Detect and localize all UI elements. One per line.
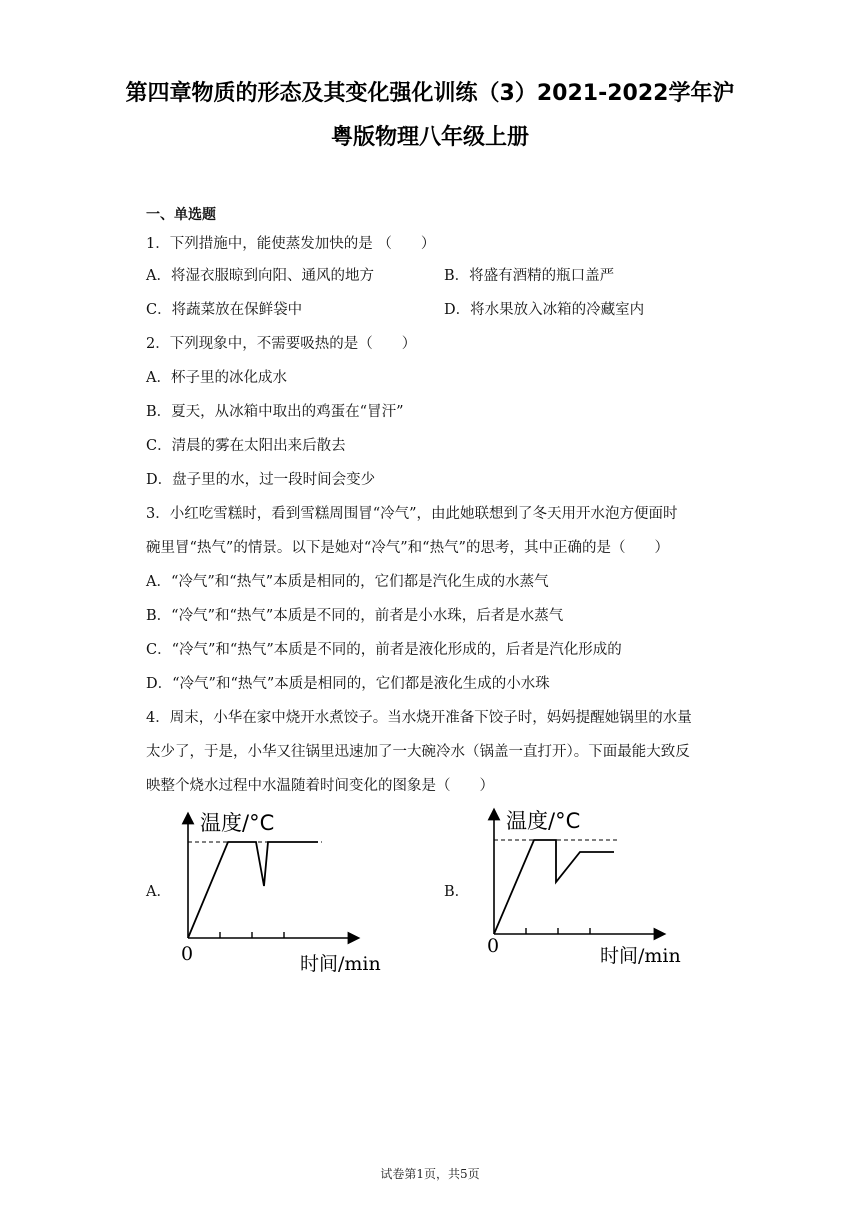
question-3-option-c[interactable]: C．“冷气”和“热气”本质是不同的，前者是液化形成的，后者是汽化形成的	[146, 642, 622, 658]
page-footer: 试卷第1页，共5页	[380, 1167, 480, 1181]
question-4-stem-line1: 4．周末，小华在家中烧开水煮饺子。当水烧开准备下饺子时，妈妈提醒她锅里的水量	[146, 710, 692, 726]
page-title-line1: 第四章物质的形态及其变化强化训练（3）2021-2022学年沪	[125, 81, 735, 106]
question-3-option-a[interactable]: A．“冷气”和“热气”本质是相同的，它们都是汽化生成的水蒸气	[146, 574, 549, 590]
question-2-option-d[interactable]: D．盘子里的水，过一段时间会变少	[146, 472, 376, 488]
question-2-stem: 2．下列现象中，不需要吸热的是（ ）	[146, 336, 417, 352]
x-axis-label: 时间/min	[600, 945, 681, 967]
question-4-option-a-letter[interactable]: A．	[146, 884, 171, 900]
x-axis-label: 时间/min	[300, 953, 381, 975]
page-title-line2: 粤版物理八年级上册	[330, 125, 529, 150]
question-4-option-a-graph[interactable]	[172, 806, 412, 976]
question-3-option-b[interactable]: B．“冷气”和“热气”本质是不同的，前者是小水珠，后者是水蒸气	[146, 608, 564, 624]
question-1-option-d[interactable]: D．将水果放入冰箱的冷藏室内	[444, 302, 645, 318]
question-4-stem-line3: 映整个烧水过程中水温随着时间变化的图象是（ ）	[146, 778, 494, 794]
question-3-option-d[interactable]: D．“冷气”和“热气”本质是相同的，它们都是液化生成的小水珠	[146, 676, 550, 692]
question-2-option-c[interactable]: C．清晨的雾在太阳出来后散去	[146, 438, 346, 454]
question-3-stem-line1: 3．小红吃雪糕时，看到雪糕周围冒“冷气”，由此她联想到了冬天用开水泡方便面时	[146, 506, 678, 522]
question-1-option-b[interactable]: B．将盛有酒精的瓶口盖严	[444, 268, 615, 284]
question-1-option-c[interactable]: C．将蔬菜放在保鲜袋中	[146, 302, 303, 318]
temperature-curve	[494, 840, 614, 934]
question-1-stem: 1．下列措施中，能使蒸发加快的是 （ ）	[146, 236, 436, 252]
question-4-option-b-graph[interactable]	[478, 802, 718, 972]
temperature-curve	[188, 842, 318, 938]
question-2-option-b[interactable]: B．夏天，从冰箱中取出的鸡蛋在“冒汗”	[146, 404, 404, 420]
question-1-option-a[interactable]: A．将湿衣服晾到向阳、通风的地方	[146, 268, 374, 284]
origin-label: 0	[487, 935, 500, 957]
question-3-stem-line2: 碗里冒“热气”的情景。以下是她对“冷气”和“热气”的思考，其中正确的是（ ）	[146, 540, 669, 556]
question-2-option-a[interactable]: A．杯子里的冰化成水	[146, 370, 287, 386]
origin-label: 0	[181, 943, 194, 965]
question-4-stem-line2: 太少了，于是，小华又往锅里迅速加了一大碗冷水（锅盖一直打开）。下面最能大致反	[146, 744, 690, 760]
question-4-option-b-letter[interactable]: B．	[444, 884, 470, 900]
section-heading: 一、单选题	[146, 207, 216, 223]
y-axis-label: 温度/°C	[200, 811, 275, 835]
y-axis-label: 温度/°C	[506, 809, 581, 833]
